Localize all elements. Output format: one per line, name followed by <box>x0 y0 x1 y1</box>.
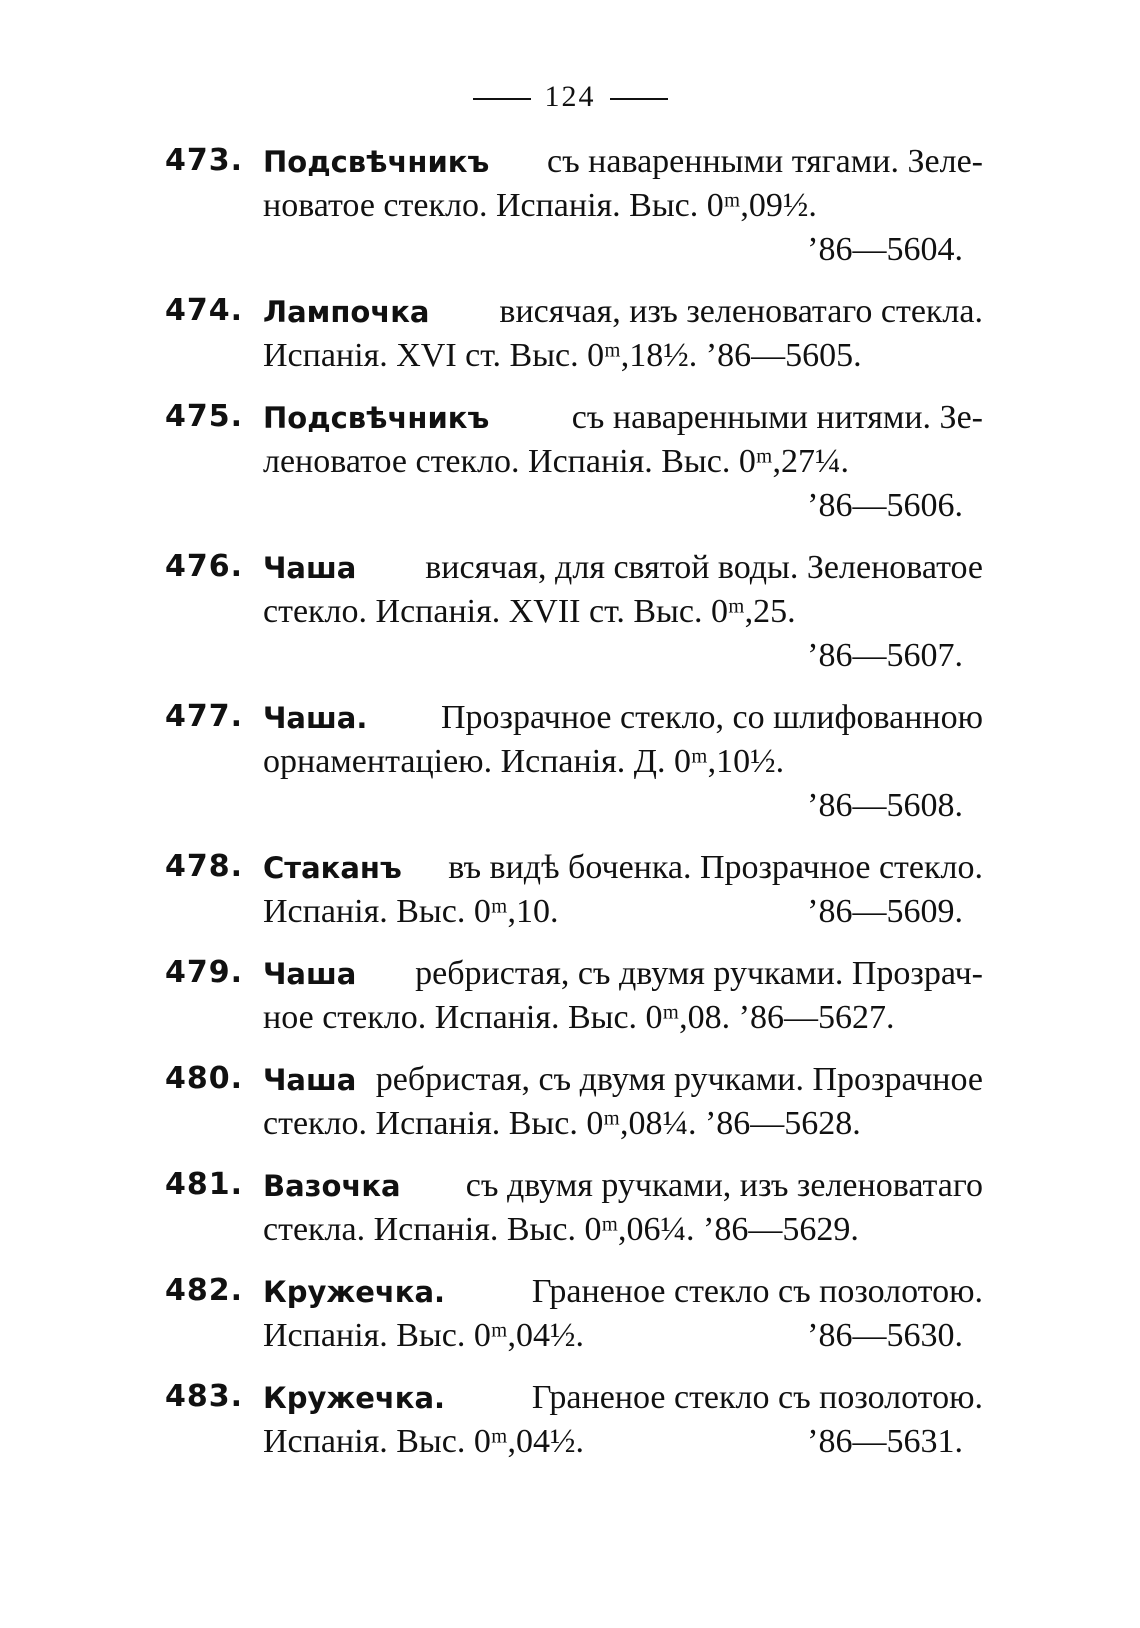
entry-description: Прозрачное стекло, со шлифованною <box>441 699 983 736</box>
entry-title: Вазочка <box>263 1169 401 1203</box>
entry-number: 479. <box>165 955 244 990</box>
entry-line-1 <box>263 952 983 996</box>
entry-line-2 <box>263 1420 983 1464</box>
entry-line-2: стекло. Испанія. XVII ст. Выс. 0ᵐ,25. <box>263 593 796 630</box>
entry-text <box>263 1164 983 1252</box>
header-rule-left <box>473 98 531 100</box>
inventory-number: ’86—5606. <box>807 487 963 524</box>
entry-title: Кружечка. <box>263 1381 446 1415</box>
entry-number: 481. <box>165 1167 244 1202</box>
entry-title: Чаша <box>263 551 357 585</box>
entry-number: 473. <box>165 143 244 178</box>
header-rule-right <box>610 98 668 100</box>
entry-line-1 <box>263 1270 983 1314</box>
catalog-entry <box>0 396 1140 528</box>
entry-description: ребристая, съ двумя ручками. Прозрачное <box>375 1061 983 1098</box>
entry-description: съ наваренными тягами. Зеле- <box>547 143 983 180</box>
entry-number: 477. <box>165 699 244 734</box>
inventory-number: ’86—5630. <box>807 1317 963 1354</box>
entry-description: висячая, изъ зеленоватаго стекла. <box>499 293 983 330</box>
entry-description: Граненое стекло съ позолотою. <box>531 1273 983 1310</box>
entry-title: Чаша. <box>263 701 368 735</box>
entry-text <box>263 1058 983 1146</box>
entry-description: въ видѣ боченка. Прозрачное стекло. <box>448 849 983 886</box>
entry-line-2: стекла. Испанія. Выс. 0ᵐ,06¼. ’86—5629. <box>263 1211 859 1248</box>
entry-number: 475. <box>165 399 244 434</box>
inventory-number: ’86—5608. <box>807 787 963 824</box>
inventory-number: ’86—5609. <box>807 893 963 930</box>
catalog-entry <box>0 846 1140 934</box>
entry-text <box>263 546 983 678</box>
catalog-entry <box>0 290 1140 378</box>
catalog-entries <box>0 140 1140 1482</box>
entry-line-1 <box>263 696 983 740</box>
entry-line-2-text: Испанія. Выс. 0ᵐ,04½. <box>263 1317 584 1354</box>
entry-number: 476. <box>165 549 244 584</box>
page-number: 124 <box>544 80 596 113</box>
entry-line-1 <box>263 546 983 590</box>
catalog-entry <box>0 1270 1140 1358</box>
entry-number: 474. <box>165 293 244 328</box>
catalog-entry <box>0 1058 1140 1146</box>
entry-title: Подсвѣчникъ <box>263 145 490 179</box>
entry-line-1 <box>263 1058 983 1102</box>
catalog-entry <box>0 546 1140 678</box>
entry-line-1 <box>263 1376 983 1420</box>
entry-line-2-text: Испанія. Выс. 0ᵐ,04½. <box>263 1423 584 1460</box>
entry-title: Чаша <box>263 1063 357 1097</box>
entry-line-2 <box>263 890 983 934</box>
entry-line-1 <box>263 1164 983 1208</box>
entry-text <box>263 846 983 934</box>
entry-text <box>263 290 983 378</box>
entry-title: Чаша <box>263 957 357 991</box>
entry-line-2: орнаментаціею. Испанія. Д. 0ᵐ,10½. <box>263 743 785 780</box>
entry-title: Кружечка. <box>263 1275 446 1309</box>
entry-description: висячая, для святой воды. Зеленоватое <box>425 549 983 586</box>
entry-text <box>263 1376 983 1464</box>
entry-line-1 <box>263 846 983 890</box>
entry-number: 482. <box>165 1273 244 1308</box>
entry-line-2: стекло. Испанія. Выс. 0ᵐ,08¼. ’86—5628. <box>263 1105 861 1142</box>
entry-title: Подсвѣчникъ <box>263 401 490 435</box>
entry-text <box>263 952 983 1040</box>
inventory-number: ’86—5631. <box>807 1423 963 1460</box>
entry-description: Граненое стекло съ позолотою. <box>531 1379 983 1416</box>
catalog-entry <box>0 140 1140 272</box>
catalog-entry <box>0 1164 1140 1252</box>
inventory-number: ’86—5607. <box>807 637 963 674</box>
entry-description: ребристая, съ двумя ручками. Прозрач- <box>415 955 983 992</box>
entry-line-2: Испанія. XVI ст. Выс. 0ᵐ,18½. ’86—5605. <box>263 337 862 374</box>
page-header <box>0 80 1140 114</box>
entry-line-2: ное стекло. Испанія. Выс. 0ᵐ,08. ’86—5627. <box>263 999 895 1036</box>
entry-text <box>263 696 983 828</box>
catalog-entry <box>0 1376 1140 1464</box>
entry-line-2: леноватое стекло. Испанія. Выс. 0ᵐ,27¼. <box>263 443 849 480</box>
entry-number: 483. <box>165 1379 244 1414</box>
entry-number: 480. <box>165 1061 244 1096</box>
entry-line-1 <box>263 396 983 440</box>
catalog-entry <box>0 696 1140 828</box>
entry-line-2-text: Испанія. Выс. 0ᵐ,10. <box>263 893 559 930</box>
entry-title: Лампочка <box>263 295 430 329</box>
entry-line-1 <box>263 290 983 334</box>
entry-line-2 <box>263 1314 983 1358</box>
entry-title: Стаканъ <box>263 851 402 885</box>
entry-description: съ двумя ручками, изъ зеленоватаго <box>465 1167 983 1204</box>
inventory-number: ’86—5604. <box>807 231 963 268</box>
catalog-entry <box>0 952 1140 1040</box>
entry-text <box>263 396 983 528</box>
entry-number: 478. <box>165 849 244 884</box>
entry-line-1 <box>263 140 983 184</box>
entry-description: съ наваренными нитями. Зе- <box>571 399 983 436</box>
entry-text <box>263 140 983 272</box>
entry-line-2: новатое стекло. Испанія. Выс. 0ᵐ,09½. <box>263 187 817 224</box>
entry-text <box>263 1270 983 1358</box>
